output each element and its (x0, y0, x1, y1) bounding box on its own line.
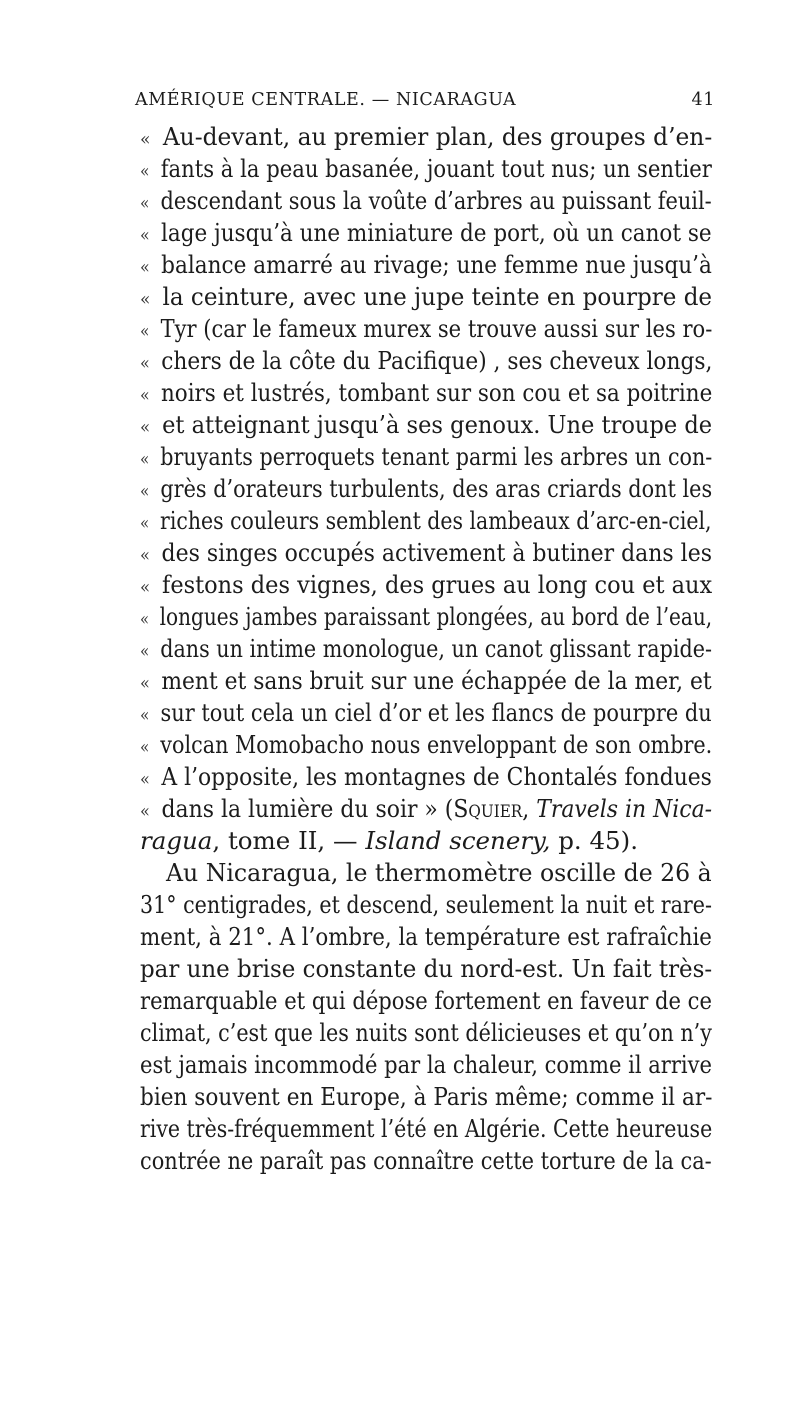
quote-mark: « (140, 161, 150, 182)
text-line (140, 409, 712, 441)
line-text: grès d’orateurs turbulents, des aras criards dont les (160, 474, 713, 503)
line-text: la ceinture, avec une jupe teinte en pourpre de (162, 282, 713, 311)
text-line (140, 985, 712, 1017)
quote-mark: « (140, 225, 150, 246)
text-line (140, 473, 712, 505)
line-text: 31° centigrades, et descend, seulement la nuit et rare- (140, 890, 712, 919)
text-line (140, 921, 712, 953)
book-title: Travels in Nica- (536, 794, 713, 823)
text-line (140, 761, 712, 793)
text-line (140, 377, 712, 409)
line-text: climat, c’est que les nuits sont délicieuses et qu’on n’y (140, 1018, 712, 1047)
text-line (140, 281, 712, 313)
line-text: est jamais incommodé par la chaleur, comme il arrive (140, 1050, 712, 1079)
text-line (140, 217, 712, 249)
quote-mark: « (140, 321, 150, 342)
line-text: riches couleurs semblent des lambeaux d’arc-en-ciel, (160, 506, 712, 535)
line-text: remarquable et qui dépose fortement en faveur de ce (140, 986, 712, 1015)
text-line (140, 537, 712, 569)
running-title: AMÉRIQUE CENTRALE. — NICARAGUA (135, 90, 517, 110)
text-line (140, 953, 712, 985)
line-text: longues jambes paraissant plongées, au bord de l’eau, (159, 602, 713, 631)
line-text: et atteignant jusqu’à ses genoux. Une troupe de (162, 410, 713, 439)
line-text: sur tout cela un ciel d’or et les flancs de pourpre du (160, 698, 712, 727)
line-text-sep: , (522, 794, 537, 823)
text-line (140, 1145, 712, 1177)
quote-mark: « (140, 609, 150, 630)
text-line (140, 1081, 712, 1113)
line-text: lage jusqu’à une miniature de port, où un canot se (161, 218, 712, 247)
line-text: ment, à 21°. A l’ombre, la température est rafraîchie (140, 922, 712, 951)
text-line (140, 569, 712, 601)
chapter-title: Island scenery, (365, 826, 551, 855)
text-line (140, 633, 712, 665)
quote-mark: « (140, 705, 150, 726)
quote-mark: « (140, 449, 150, 470)
page-number: 41 (691, 90, 715, 110)
quote-mark: « (140, 481, 150, 502)
text-line (140, 1113, 712, 1145)
line-text: chers de la côte du Pacifique) , ses cheveux longs, (161, 346, 713, 375)
line-text: fants à la peau basanée, jouant tout nus; un sentier (160, 154, 712, 183)
quote-mark: « (140, 385, 150, 406)
line-text: A l’opposite, les montagnes de Chontalés fondues (161, 762, 712, 791)
text-line (140, 185, 712, 217)
quote-mark: « (140, 193, 150, 214)
quote-mark: « (140, 129, 151, 150)
text-line (140, 601, 712, 633)
line-text: ment et sans bruit sur une échappée de la mer, et (161, 666, 712, 695)
text-line (140, 889, 712, 921)
text-line (140, 1017, 712, 1049)
line-text: balance amarré au rivage; une femme nue jusqu’à (161, 250, 712, 279)
line-text: festons des vignes, des grues au long cou et aux (162, 570, 713, 599)
quote-mark: « (140, 545, 150, 566)
line-text: Tyr (car le fameux murex se trouve aussi sur les ro- (160, 314, 713, 343)
author-name: Squier (453, 794, 523, 823)
quote-mark: « (140, 257, 150, 278)
quote-mark: « (140, 513, 150, 534)
quote-mark: « (140, 737, 150, 758)
line-text: descendant sous la voûte d’arbres au puissant feuil- (160, 186, 712, 215)
quote-mark: « (140, 417, 151, 438)
paragraph-first-line (166, 857, 712, 889)
line-text: des singes occupés activement à butiner dans les (161, 538, 712, 567)
quote-mark: « (140, 577, 151, 598)
citation-line (140, 825, 638, 857)
text-line (140, 249, 712, 281)
text-line (140, 441, 712, 473)
line-text: par une brise constante du nord-est. Un fait très- (140, 954, 713, 983)
line-text: Au-devant, au premier plan, des groupes d’en- (162, 122, 713, 151)
line-text: noirs et lustrés, tombant sur son cou et sa poitrine (160, 378, 713, 407)
line-text: rive très-fréquemment l’été en Algérie. Cette heureuse (140, 1114, 713, 1143)
text-line (140, 697, 712, 729)
line-text: volcan Momobacho nous enveloppant de son ombre. (160, 730, 713, 759)
line-text: dans la lumière du soir » ( (161, 794, 454, 823)
book-title-cont: ragua (140, 826, 213, 855)
line-text: bruyants perroquets tenant parmi les arbres un con- (160, 442, 713, 471)
line-text: contrée ne paraît pas connaître cette torture de la ca- (140, 1146, 712, 1175)
quote-mark: « (140, 769, 150, 790)
running-header (135, 90, 715, 116)
text-line (140, 345, 712, 377)
line-text: , tome II, — (212, 826, 366, 855)
line-text: Au Nicaragua, le thermomètre oscille de 26 à (166, 858, 712, 887)
text-line (140, 729, 712, 761)
text-line (140, 313, 712, 345)
quote-mark: « (140, 353, 150, 374)
quote-mark: « (140, 801, 150, 822)
quote-mark: « (140, 641, 150, 662)
text-line (140, 505, 712, 537)
line-text: bien souvent en Europe, à Paris même; comme il ar- (140, 1082, 713, 1111)
line-text-tail: p. 45). (550, 826, 638, 855)
quote-mark: « (140, 673, 150, 694)
text-line (140, 121, 712, 153)
text-line (140, 665, 712, 697)
text-line (140, 153, 712, 185)
line-text: dans un intime monologue, un canot glissant rapide- (160, 634, 712, 663)
text-line (140, 1049, 712, 1081)
quote-mark: « (140, 289, 151, 310)
citation-line (140, 793, 712, 825)
